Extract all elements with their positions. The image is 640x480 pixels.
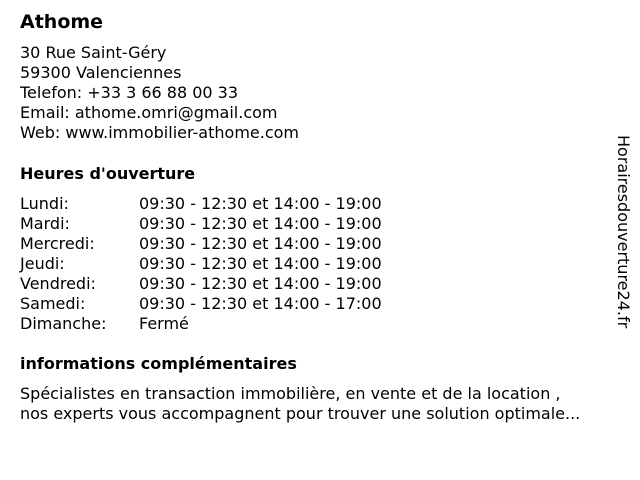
time-value: Fermé	[139, 314, 189, 333]
day-label: Jeudi:	[20, 254, 65, 273]
contact-block	[20, 43, 299, 143]
description-block	[20, 384, 580, 424]
description-line-2: nos experts vous accompagnent pour trouver une solution optimale...	[20, 404, 581, 423]
address-line-2: 59300 Valenciennes	[20, 63, 182, 82]
time-value: 09:30 - 12:30 et 14:00 - 19:00	[139, 214, 382, 233]
time-value: 09:30 - 12:30 et 14:00 - 17:00	[139, 294, 382, 313]
time-value: 09:30 - 12:30 et 14:00 - 19:00	[139, 274, 382, 293]
hours-row-wednesday	[20, 234, 382, 254]
time-value: 09:30 - 12:30 et 14:00 - 19:00	[139, 194, 382, 213]
day-label: Dimanche:	[20, 314, 107, 333]
hours-row-sunday	[20, 314, 382, 334]
address-line-1: 30 Rue Saint-Géry	[20, 43, 167, 62]
email-line: Email: athome.omri@gmail.com	[20, 103, 278, 122]
hours-row-thursday	[20, 254, 382, 274]
day-label: Lundi:	[20, 194, 69, 213]
business-name: Athome	[20, 11, 104, 33]
day-label: Vendredi:	[20, 274, 96, 293]
time-value: 09:30 - 12:30 et 14:00 - 19:00	[139, 254, 382, 273]
description-line-1: Spécialistes en transaction immobilière, en vente et de la location ,	[20, 384, 561, 403]
phone-line: Telefon: +33 3 66 88 00 33	[20, 83, 239, 102]
day-label: Mercredi:	[20, 234, 95, 253]
hours-row-monday	[20, 194, 382, 214]
hours-heading: Heures d'ouverture	[20, 164, 196, 183]
hours-table	[20, 194, 382, 334]
info-heading: informations complémentaires	[20, 354, 297, 373]
time-value: 09:30 - 12:30 et 14:00 - 19:00	[139, 234, 382, 253]
hours-row-tuesday	[20, 214, 382, 234]
web-line: Web: www.immobilier-athome.com	[20, 123, 299, 142]
hours-row-friday	[20, 274, 382, 294]
day-label: Samedi:	[20, 294, 86, 313]
hours-row-saturday	[20, 294, 382, 314]
watermark-text: Horairesdouverture24.fr	[614, 135, 633, 329]
day-label: Mardi:	[20, 214, 70, 233]
